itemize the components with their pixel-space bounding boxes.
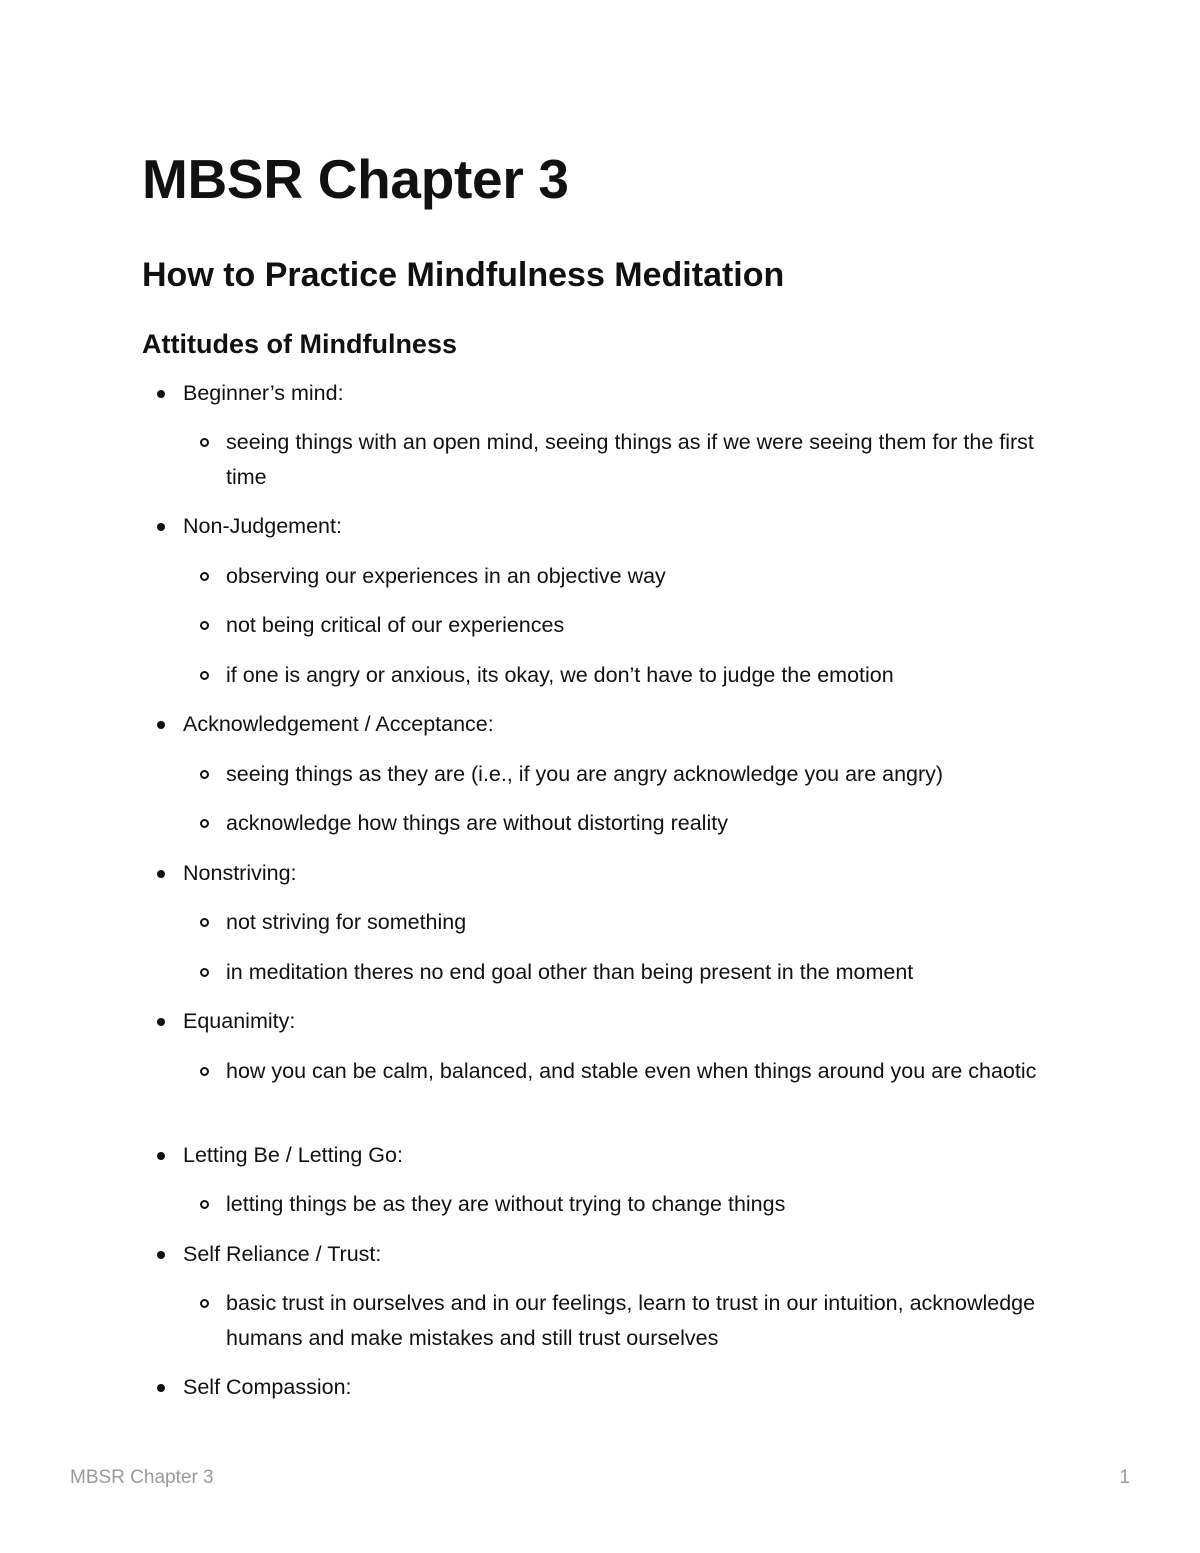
bullet-icon	[157, 1018, 165, 1026]
list-item	[226, 905, 1046, 940]
hollow-bullet-icon	[200, 1299, 209, 1308]
hollow-bullet-icon	[200, 671, 209, 680]
bullet-icon	[157, 1251, 165, 1259]
attitude-note: not being critical of our experiences	[226, 613, 565, 637]
hollow-bullet-icon	[200, 918, 209, 927]
attitude-label: Self Reliance / Trust:	[183, 1242, 382, 1266]
footer-doc-name: MBSR Chapter 3	[70, 1467, 214, 1488]
attitude-note: seeing things as they are (i.e., if you are angry acknowledge you are angry)	[226, 762, 944, 786]
hollow-bullet-icon	[200, 621, 209, 630]
page-number: 1	[1119, 1467, 1130, 1488]
list-item	[226, 955, 1046, 990]
attitude-label: Self Compassion:	[183, 1375, 352, 1399]
list-item	[183, 1138, 403, 1173]
list-item	[183, 1237, 381, 1272]
list-item	[226, 608, 1046, 643]
attitude-label: Beginner’s mind:	[183, 381, 344, 405]
list-item	[183, 1004, 295, 1039]
bullet-icon	[157, 870, 165, 878]
attitude-label: Non-Judgement:	[183, 514, 342, 538]
attitude-note: if one is angry or anxious, its okay, we don’t have to judge the emotion	[226, 663, 894, 687]
hollow-bullet-icon	[200, 819, 209, 828]
attitude-note: in meditation theres no end goal other than being present in the moment	[226, 960, 914, 984]
list-item	[226, 559, 1046, 594]
attitude-note: not striving for something	[226, 910, 467, 934]
hollow-bullet-icon	[200, 770, 209, 779]
hollow-bullet-icon	[200, 1067, 209, 1076]
hollow-bullet-icon	[200, 968, 209, 977]
section-heading: How to Practice Mindfulness Meditation	[142, 256, 785, 294]
attitude-note: how you can be calm, balanced, and stable even when things around you are chaotic	[226, 1059, 1037, 1083]
list-item	[226, 806, 1046, 841]
list-item	[226, 658, 1046, 693]
attitude-label: Equanimity:	[183, 1009, 296, 1033]
list-item	[226, 1286, 1046, 1356]
attitude-label: Acknowledgement / Acceptance:	[183, 712, 494, 736]
list-item	[183, 856, 297, 891]
attitude-note: basic trust in ourselves and in our feelings, learn to trust in our intuition, acknowledge humans and make mistakes and still trust ourselves	[226, 1291, 1036, 1350]
bullet-icon	[157, 721, 165, 729]
bullet-icon	[157, 1384, 165, 1392]
attitude-note: acknowledge how things are without distorting reality	[226, 811, 728, 835]
list-item	[183, 1370, 352, 1405]
hollow-bullet-icon	[200, 572, 209, 581]
list-item	[183, 376, 344, 411]
attitude-note: seeing things with an open mind, seeing things as if we were seeing them for the first time	[226, 430, 1034, 489]
attitude-note: observing our experiences in an objective way	[226, 564, 666, 588]
list-item	[226, 1187, 1046, 1222]
bullet-icon	[157, 390, 165, 398]
subsection-heading: Attitudes of Mindfulness	[142, 329, 457, 359]
list-item	[183, 707, 494, 742]
bullet-icon	[157, 523, 165, 531]
attitude-label: Nonstriving:	[183, 861, 297, 885]
hollow-bullet-icon	[200, 1200, 209, 1209]
list-item	[226, 1054, 1046, 1089]
attitude-note: letting things be as they are without trying to change things	[226, 1192, 786, 1216]
attitude-label: Letting Be / Letting Go:	[183, 1143, 403, 1167]
list-item	[226, 757, 1046, 792]
bullet-icon	[157, 1152, 165, 1160]
list-item	[226, 425, 1046, 495]
list-item	[183, 509, 342, 544]
page-title: MBSR Chapter 3	[142, 148, 569, 210]
hollow-bullet-icon	[200, 438, 209, 447]
